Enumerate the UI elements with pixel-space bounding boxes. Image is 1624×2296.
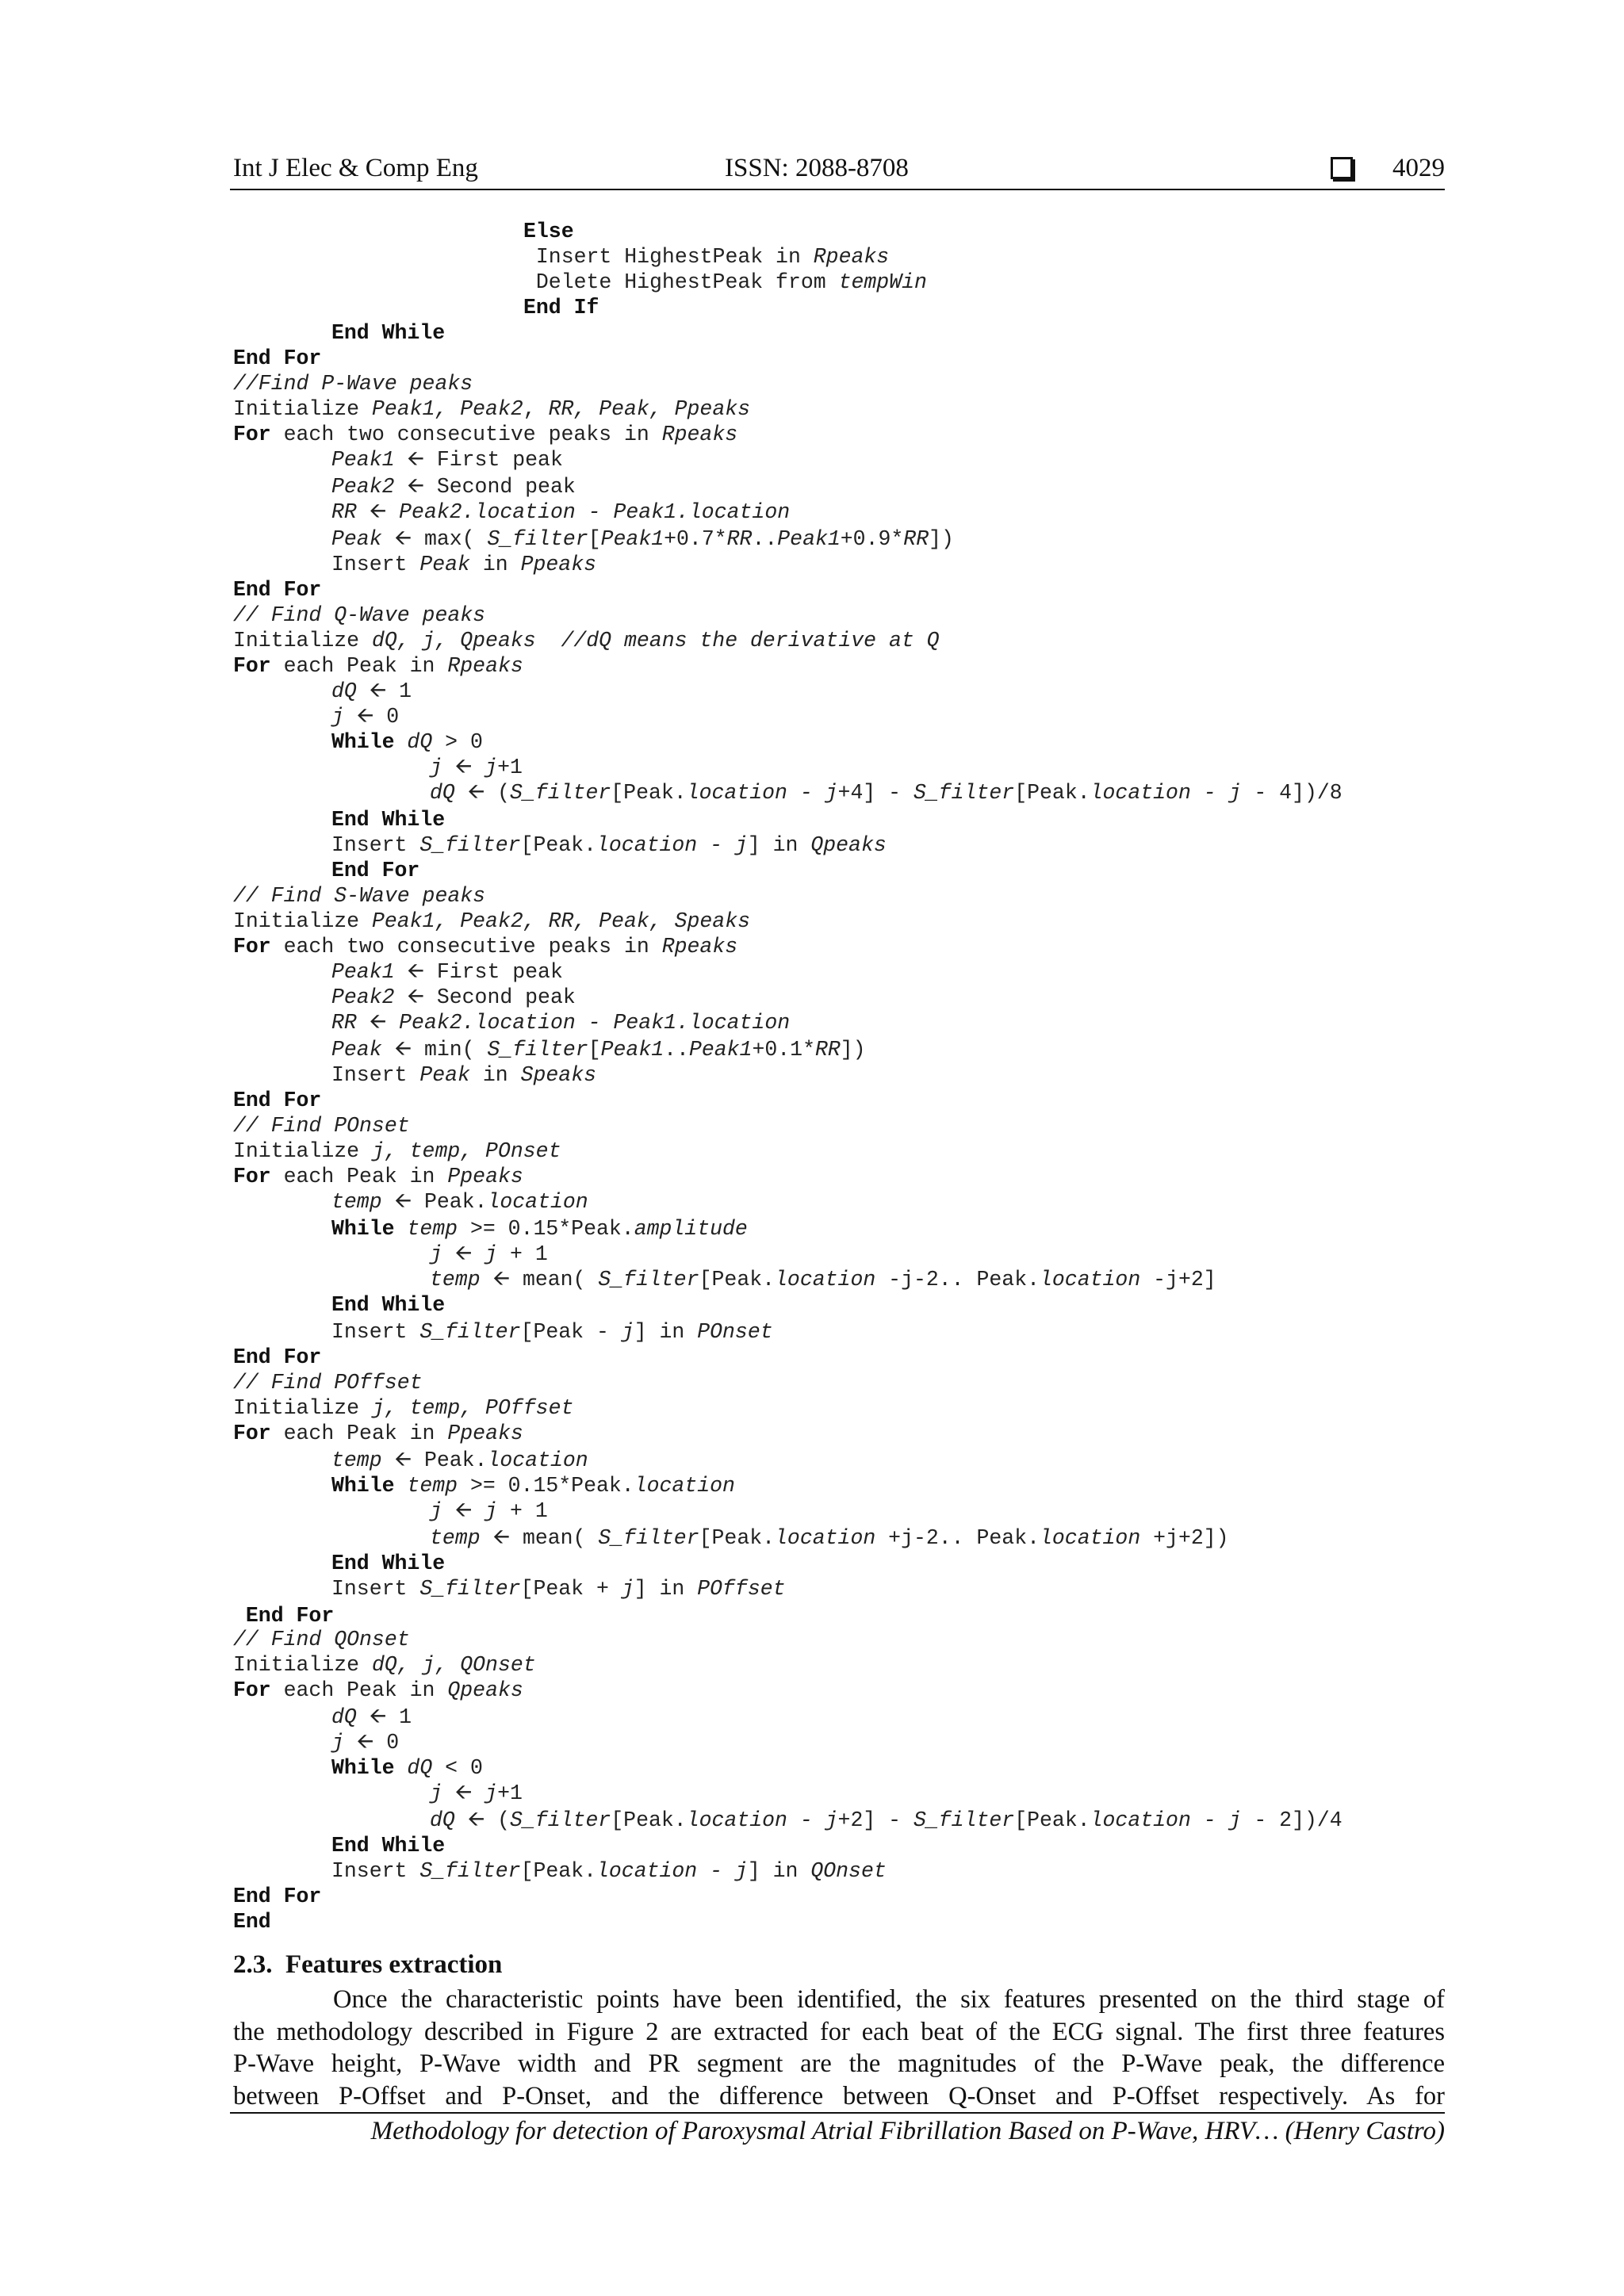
code-identifier: j: [331, 705, 344, 729]
code-keyword: While: [331, 1474, 395, 1498]
code-keyword: End For: [233, 578, 322, 602]
code-text: Insert: [331, 553, 420, 576]
code-line: [233, 1395, 573, 1421]
code-keyword: While: [331, 1217, 395, 1241]
code-identifier: temp: [331, 1448, 382, 1472]
code-text: Insert: [331, 833, 420, 857]
code-text: ..: [664, 1038, 689, 1062]
code-identifier: Peak: [419, 553, 470, 576]
code-line: [233, 1345, 321, 1370]
code-text: +1: [497, 1781, 523, 1805]
code-identifier: Rpeaks: [447, 654, 523, 678]
code-identifier: Peak: [331, 1038, 382, 1062]
code-text: each two consecutive peaks in: [270, 423, 662, 446]
code-text: [Peak.: [611, 781, 687, 805]
code-identifier: Rpeaks: [661, 935, 738, 959]
code-text: [Peak.: [699, 1526, 776, 1550]
code-text: +0.1*: [752, 1038, 815, 1062]
code-text: Initialize: [233, 1396, 372, 1420]
code-identifier: S_filter: [913, 781, 1015, 805]
code-identifier: Ppeaks: [520, 553, 596, 576]
code-identifier: Peak2.location - Peak1.location: [399, 1011, 791, 1035]
code-keyword: For: [233, 654, 271, 678]
code-line: [430, 1781, 523, 1806]
code-text: 🡨 Second peak: [394, 985, 576, 1009]
code-text: 🡨 mean(: [480, 1268, 599, 1292]
code-text: +2] -: [837, 1808, 914, 1832]
code-keyword: End While: [331, 1834, 446, 1858]
code-identifier: S_filter: [487, 1038, 588, 1062]
code-identifier: temp: [430, 1268, 481, 1292]
code-line: [233, 934, 737, 959]
code-identifier: // Find POnset: [233, 1114, 410, 1138]
square-bullet-icon: [1331, 157, 1353, 179]
code-line: [233, 1138, 561, 1164]
code-identifier: location: [775, 1526, 876, 1550]
code-line: [523, 295, 599, 320]
code-line: [430, 1267, 1216, 1292]
running-footer: Methodology for detection of Paroxysmal Atrial Fibrillation Based on P-Wave, HRV… (Henry Castro): [370, 2117, 1445, 2145]
code-identifier: Peak2: [331, 475, 395, 499]
code-identifier: S_filter: [419, 1577, 521, 1601]
code-identifier: dQ: [331, 679, 357, 703]
code-line: [331, 1705, 412, 1730]
code-text: 🡨: [442, 1499, 485, 1523]
code-line: [233, 628, 940, 653]
code-line: [430, 780, 1342, 806]
code-text: 🡨 (: [454, 1808, 511, 1832]
code-line: [331, 832, 887, 858]
code-line: [331, 526, 954, 552]
code-identifier: S_filter: [913, 1808, 1015, 1832]
code-text: [395, 1474, 408, 1498]
code-text: ..: [752, 527, 778, 551]
code-text: ] in: [747, 1859, 811, 1883]
code-line: [523, 244, 889, 270]
code-text: 🡨: [356, 500, 400, 524]
code-text: > 0: [432, 730, 483, 754]
code-line: [331, 704, 399, 729]
code-text: [Peak.: [1014, 781, 1090, 805]
code-text: - 2])/4: [1241, 1808, 1342, 1832]
code-keyword: Else: [523, 220, 574, 243]
code-text: Insert: [331, 1859, 420, 1883]
code-line: [233, 1421, 523, 1446]
code-identifier: Speaks: [520, 1063, 596, 1087]
code-line: [233, 1088, 321, 1113]
code-line: [331, 1473, 735, 1498]
code-text: ]): [840, 1038, 866, 1062]
code-keyword: While: [331, 730, 395, 754]
code-identifier: location: [775, 1268, 876, 1292]
code-identifier: location - j: [686, 1808, 838, 1832]
code-keyword: For: [233, 935, 271, 959]
code-identifier: Peak1, Peak2, RR, Peak, Speaks: [371, 909, 751, 933]
code-identifier: POnset: [697, 1320, 773, 1344]
code-keyword: End While: [331, 321, 446, 345]
code-text: in: [469, 1063, 521, 1087]
code-keyword: End While: [331, 1552, 446, 1575]
code-identifier: POffset: [697, 1577, 786, 1601]
code-text: each Peak in: [270, 1678, 448, 1702]
code-keyword: End For: [233, 1604, 335, 1628]
code-line: [233, 1678, 523, 1703]
code-text: 🡨 max(: [381, 527, 488, 551]
code-line: [331, 1755, 483, 1781]
code-line: [233, 1652, 536, 1678]
code-line: [331, 1037, 866, 1062]
code-line: [233, 1113, 410, 1138]
code-identifier: S_filter: [419, 1320, 521, 1344]
code-text: 🡨 min(: [381, 1038, 488, 1062]
code-line: [331, 1448, 588, 1473]
code-identifier: // Find QOnset: [233, 1628, 410, 1651]
code-keyword: End For: [233, 346, 322, 370]
code-line: [233, 883, 485, 909]
code-identifier: Peak1: [331, 960, 395, 984]
code-keyword: End For: [233, 1089, 322, 1112]
code-keyword: End: [233, 1910, 271, 1934]
code-line: [430, 1808, 1342, 1833]
code-text: Insert: [331, 1577, 420, 1601]
code-identifier: location: [487, 1190, 588, 1214]
code-line: [331, 474, 576, 499]
code-text: in: [469, 553, 521, 576]
code-text: + 1: [497, 1242, 548, 1266]
code-line: [331, 1551, 445, 1576]
code-text: ]): [929, 527, 954, 551]
code-text: [395, 1756, 408, 1780]
code-identifier: S_filter: [510, 781, 611, 805]
code-line: [233, 371, 473, 396]
code-identifier: tempWin: [838, 270, 927, 294]
code-identifier: Peak1: [600, 1038, 665, 1062]
code-text: [Peak.: [1014, 1808, 1090, 1832]
code-text: 🡨 mean(: [480, 1526, 599, 1550]
code-keyword: End If: [523, 296, 599, 320]
code-text: 🡨 Second peak: [394, 475, 576, 499]
code-identifier: temp: [407, 1217, 458, 1241]
code-identifier: Peak1, Peak2: [371, 397, 523, 421]
code-text: [395, 730, 408, 754]
code-text: each Peak in: [270, 1422, 448, 1445]
code-identifier: j: [621, 1320, 634, 1344]
code-text: +j-2.. Peak.: [875, 1526, 1040, 1550]
code-identifier: RR: [726, 527, 753, 551]
code-identifier: location: [1040, 1268, 1141, 1292]
code-identifier: location - j: [686, 781, 838, 805]
code-keyword: For: [233, 423, 271, 446]
paragraph-line: the methodology described in Figure 2 are extracted for each beat of the ECG signal. The first three features: [233, 2017, 1445, 2046]
code-identifier: j: [430, 1499, 442, 1523]
code-keyword: End While: [331, 808, 446, 832]
code-identifier: temp: [430, 1526, 481, 1550]
code-identifier: j: [430, 756, 442, 779]
code-line: [331, 858, 419, 883]
code-identifier: location - j: [596, 1859, 748, 1883]
code-line: [430, 1498, 548, 1524]
code-text: Insert: [331, 1063, 420, 1087]
code-text: +0.7*: [664, 527, 727, 551]
code-identifier: S_filter: [487, 527, 588, 551]
code-line: [233, 1370, 423, 1395]
code-line: [233, 1909, 271, 1934]
code-text: [Peak.: [611, 1808, 687, 1832]
code-line: [331, 1062, 596, 1088]
code-text: 🡨: [442, 1242, 485, 1266]
code-identifier: RR: [331, 500, 357, 524]
code-text: 🡨 (: [454, 781, 511, 805]
code-identifier: S_filter: [598, 1526, 699, 1550]
code-identifier: Qpeaks: [810, 833, 887, 857]
code-keyword: End For: [233, 1345, 322, 1369]
code-text: [Peak.: [520, 1859, 596, 1883]
code-line: [331, 679, 412, 704]
journal-name: Int J Elec & Comp Eng: [233, 154, 478, 182]
code-identifier: location - j: [1090, 781, 1242, 805]
code-identifier: dQ: [407, 1756, 433, 1780]
code-text: - 4])/8: [1241, 781, 1342, 805]
code-text: 🡨: [442, 756, 485, 779]
code-identifier: j: [331, 1731, 344, 1755]
code-identifier: location - j: [1090, 1808, 1242, 1832]
code-identifier: temp: [331, 1190, 382, 1214]
code-identifier: Rpeaks: [813, 245, 890, 269]
section-heading: [233, 1950, 502, 1980]
code-line: [331, 1730, 399, 1755]
code-identifier: Peak1: [777, 527, 841, 551]
code-text: 🡨 0: [343, 705, 400, 729]
code-text: 🡨 0: [343, 1731, 400, 1755]
code-identifier: j: [430, 1781, 442, 1805]
code-identifier: Peak2.location - Peak1.location: [399, 500, 791, 524]
code-line: [331, 320, 445, 346]
code-line: [233, 1164, 523, 1189]
code-line: [430, 755, 523, 780]
code-text: [: [588, 1038, 601, 1062]
code-line: [233, 577, 321, 603]
code-text: + 1: [497, 1499, 548, 1523]
code-identifier: S_filter: [510, 1808, 611, 1832]
code-line: [331, 729, 483, 755]
paragraph-line: Once the characteristic points have been identified, the six features presented on the third stage of: [333, 1985, 1445, 2014]
code-identifier: Peak: [419, 1063, 470, 1087]
code-text: ] in: [634, 1577, 698, 1601]
code-identifier: RR: [814, 1038, 841, 1062]
code-text: 🡨: [356, 1011, 400, 1035]
code-identifier: QOnset: [810, 1859, 887, 1883]
code-identifier: location: [634, 1474, 735, 1498]
code-identifier: temp: [407, 1474, 458, 1498]
code-text: [Peak.: [520, 833, 596, 857]
code-keyword: End For: [233, 1885, 322, 1908]
code-identifier: location: [1040, 1526, 1141, 1550]
code-identifier: Ppeaks: [447, 1422, 523, 1445]
code-identifier: j: [485, 1242, 498, 1266]
code-identifier: RR: [331, 1011, 357, 1035]
code-identifier: S_filter: [419, 1859, 521, 1883]
paragraph-line: between P-Offset and P-Onset, and the difference between Q-Onset and P-Offset respectively. As for: [233, 2081, 1445, 2110]
code-text: 🡨 First peak: [394, 960, 563, 984]
code-identifier: Peak: [331, 527, 382, 551]
code-text: < 0: [432, 1756, 483, 1780]
code-keyword: While: [331, 1756, 395, 1780]
header-rule: [230, 189, 1445, 190]
code-text: -j-2.. Peak.: [875, 1268, 1040, 1292]
code-text: Initialize: [233, 629, 372, 652]
code-line: [233, 1627, 410, 1652]
code-text: ] in: [747, 833, 811, 857]
code-identifier: Ppeaks: [447, 1165, 523, 1188]
code-text: ,: [523, 397, 549, 421]
code-line: [233, 653, 523, 679]
code-text: 🡨 1: [356, 679, 412, 703]
code-text: Initialize: [233, 1653, 372, 1677]
code-identifier: S_filter: [598, 1268, 699, 1292]
code-identifier: j, temp, POnset: [371, 1139, 561, 1163]
running-header: [233, 154, 1445, 193]
code-text: ] in: [634, 1320, 698, 1344]
code-line: [233, 1884, 321, 1909]
code-identifier: dQ: [407, 730, 433, 754]
code-identifier: //Find P-Wave peaks: [233, 372, 473, 396]
code-text: >= 0.15*Peak.: [458, 1217, 634, 1241]
code-keyword: For: [233, 1422, 271, 1445]
code-line: [331, 1833, 445, 1858]
code-identifier: j: [485, 1781, 498, 1805]
code-line: [331, 1858, 887, 1884]
code-keyword: For: [233, 1678, 271, 1702]
code-text: Insert: [331, 1320, 420, 1344]
code-identifier: amplitude: [634, 1217, 748, 1241]
code-identifier: Peak2: [331, 985, 395, 1009]
code-text: Insert HighestPeak in: [523, 245, 814, 269]
code-text: 🡨 Peak.: [381, 1190, 488, 1214]
code-line: [331, 499, 790, 525]
code-text: +j+2]): [1140, 1526, 1229, 1550]
code-identifier: RR: [903, 527, 929, 551]
code-identifier: dQ: [430, 1808, 455, 1832]
code-line: [331, 959, 563, 985]
code-line: [331, 1010, 790, 1035]
section-number: 2.3.: [233, 1950, 273, 1979]
issn: ISSN: 2088-8708: [725, 154, 909, 182]
footer-rule: [230, 2112, 1445, 2114]
code-keyword: End For: [331, 859, 420, 882]
code-identifier: Peak1: [331, 448, 395, 472]
code-line: [430, 1242, 548, 1267]
code-line: [331, 1189, 588, 1215]
code-text: Delete HighestPeak from: [523, 270, 839, 294]
paragraph-line: P-Wave height, P-Wave width and PR segment are the magnitudes of the P-Wave peak, the difference: [233, 2049, 1445, 2078]
code-text: each two consecutive peaks in: [270, 935, 662, 959]
code-identifier: Qpeaks: [447, 1678, 523, 1702]
code-line: [331, 1292, 445, 1318]
code-text: [Peak.: [699, 1268, 776, 1292]
code-text: -j+2]: [1140, 1268, 1216, 1292]
code-text: Initialize: [233, 909, 372, 933]
code-identifier: Peak1: [688, 1038, 753, 1062]
code-identifier: dQ: [331, 1705, 357, 1729]
code-identifier: location - j: [596, 833, 748, 857]
code-line: [233, 396, 750, 422]
code-text: >= 0.15*Peak.: [458, 1474, 634, 1498]
code-identifier: j: [621, 1577, 634, 1601]
code-line: [331, 985, 576, 1010]
code-identifier: // Find S-Wave peaks: [233, 884, 486, 908]
code-text: Initialize: [233, 1139, 372, 1163]
code-text: [395, 1217, 408, 1241]
code-line: [331, 807, 445, 832]
code-identifier: // Find POffset: [233, 1371, 423, 1395]
code-identifier: Peak1: [600, 527, 665, 551]
code-text: [Peak +: [520, 1577, 622, 1601]
code-text: [: [588, 527, 601, 551]
code-identifier: dQ, j, Qpeaks //dQ means the derivative at Q: [371, 629, 940, 652]
code-keyword: End While: [331, 1293, 446, 1317]
code-identifier: RR, Peak, Ppeaks: [548, 397, 751, 421]
code-text: each Peak in: [270, 1165, 448, 1188]
code-identifier: Rpeaks: [661, 423, 738, 446]
code-identifier: j: [485, 1499, 498, 1523]
code-identifier: j: [485, 756, 498, 779]
code-line: [233, 1603, 334, 1628]
body-paragraph: [233, 1984, 1445, 2112]
code-text: +4] -: [837, 781, 914, 805]
code-text: +0.9*: [840, 527, 904, 551]
code-identifier: // Find Q-Wave peaks: [233, 603, 486, 627]
code-text: each Peak in: [270, 654, 448, 678]
page-number: 4029: [1392, 154, 1445, 182]
code-text: 🡨: [442, 1781, 485, 1805]
section-title: Features extraction: [285, 1950, 503, 1979]
code-line: [233, 603, 485, 628]
code-text: [Peak -: [520, 1320, 622, 1344]
code-line: [523, 270, 927, 295]
code-line: [331, 1576, 786, 1601]
code-identifier: dQ: [430, 781, 455, 805]
code-line: [331, 1319, 773, 1345]
code-identifier: dQ, j, QOnset: [371, 1653, 536, 1677]
code-line: [331, 1216, 748, 1242]
code-text: 🡨 Peak.: [381, 1448, 488, 1472]
code-identifier: S_filter: [419, 833, 521, 857]
code-identifier: location: [487, 1448, 588, 1472]
code-line: [233, 422, 737, 447]
code-identifier: j, temp, POffset: [371, 1396, 574, 1420]
code-text: 🡨 First peak: [394, 448, 563, 472]
code-text: +1: [497, 756, 523, 779]
code-identifier: j: [430, 1242, 442, 1266]
code-line: [233, 346, 321, 371]
code-line: [331, 552, 596, 577]
code-text: 🡨 1: [356, 1705, 412, 1729]
code-text: Initialize: [233, 397, 372, 421]
code-line: [233, 909, 750, 934]
code-line: [523, 219, 574, 244]
code-keyword: For: [233, 1165, 271, 1188]
code-line: [430, 1525, 1229, 1551]
code-line: [331, 447, 563, 473]
